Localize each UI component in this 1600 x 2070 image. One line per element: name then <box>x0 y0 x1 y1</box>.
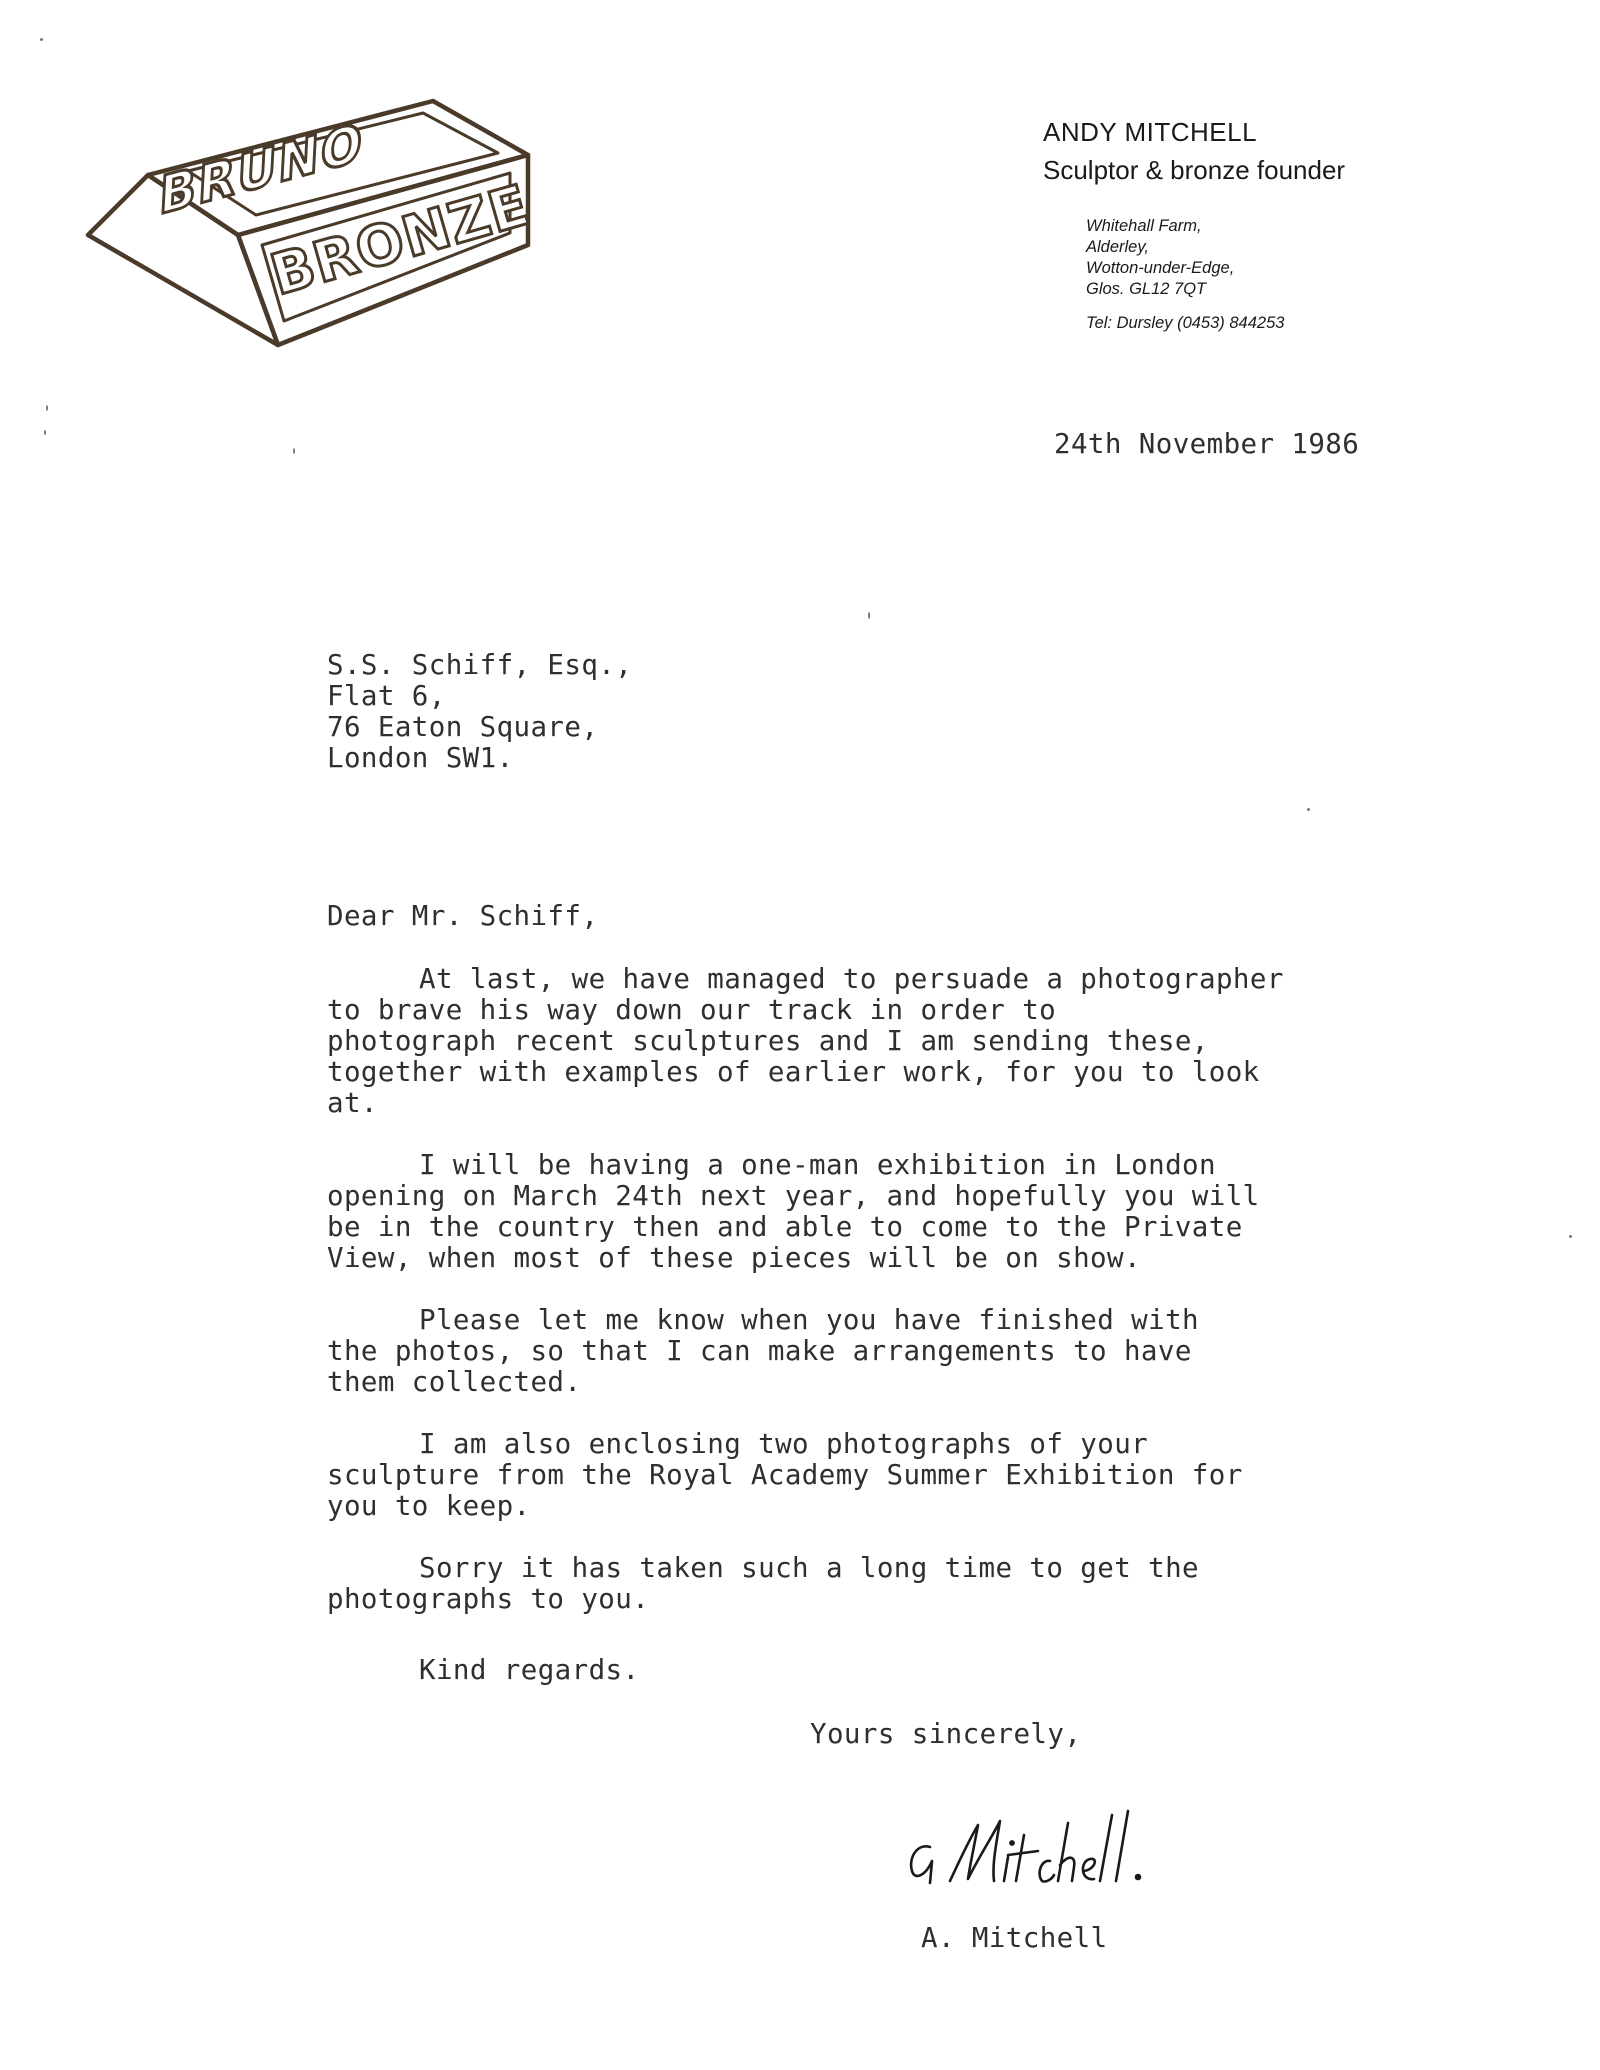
body-line: sculpture from the Royal Academy Summer Exhibition for <box>327 1459 1243 1491</box>
bruno-bronze-logo <box>78 95 538 355</box>
body-line: the photos, so that I can make arrangements to have <box>327 1335 1192 1367</box>
recipient-address <box>327 650 632 774</box>
handwritten-signature <box>900 1795 1220 1895</box>
paragraph <box>327 1553 1407 1615</box>
letter-body <box>327 964 1407 1646</box>
scan-speck <box>1569 1235 1572 1238</box>
body-line: you to keep. <box>327 1490 531 1522</box>
body-line: together with examples of earlier work, for you to look <box>327 1056 1260 1088</box>
body-line: photograph recent sculptures and I am sending these, <box>327 1025 1209 1057</box>
body-line: Sorry it has taken such a long time to get the <box>419 1552 1199 1584</box>
body-line: at. <box>327 1087 378 1119</box>
letterhead-telephone: Tel: Dursley (0453) 844253 <box>1086 314 1285 332</box>
body-line: I am also enclosing two photographs of your <box>419 1428 1149 1460</box>
scan-speck <box>1307 808 1310 811</box>
body-line: them collected. <box>327 1366 582 1398</box>
scan-speck <box>40 38 43 41</box>
scan-speck <box>293 448 295 454</box>
paragraph <box>327 964 1407 1119</box>
signer-name: A. Mitchell <box>921 1922 1108 1954</box>
address-line: Glos. GL12 7QT <box>1086 280 1207 298</box>
salutation: Dear Mr. Schiff, <box>327 900 599 932</box>
scan-speck <box>46 405 48 411</box>
letterhead-address <box>1086 216 1234 300</box>
paragraph <box>327 1429 1407 1522</box>
address-line: Whitehall Farm, <box>1086 217 1202 235</box>
closing-line: Kind regards. <box>419 1654 640 1686</box>
recipient-line: London SW1. <box>327 742 514 774</box>
address-line: Wotton-under-Edge, <box>1086 259 1235 277</box>
valediction: Yours sincerely, <box>810 1718 1082 1750</box>
recipient-line: 76 Eaton Square, <box>327 711 599 743</box>
body-line: photographs to you. <box>327 1583 650 1615</box>
paragraph <box>327 1305 1407 1398</box>
logo-text-bruno: BRUNO <box>157 111 366 228</box>
logo-text-bronze: BRONZE <box>263 172 537 309</box>
scan-speck <box>868 612 870 619</box>
body-line: I will be having a one-man exhibition in London <box>419 1149 1216 1181</box>
body-line: View, when most of these pieces will be on show. <box>327 1242 1141 1274</box>
scan-speck <box>44 430 46 435</box>
letter-date: 24th November 1986 <box>1054 428 1360 460</box>
paragraph <box>327 1150 1407 1274</box>
body-line: be in the country then and able to come to the Private <box>327 1211 1243 1243</box>
recipient-line: Flat 6, <box>327 680 446 712</box>
body-line: Please let me know when you have finished with <box>419 1304 1199 1336</box>
body-line: opening on March 24th next year, and hopefully you will <box>327 1180 1260 1212</box>
letterhead-name: ANDY MITCHELL <box>1043 117 1258 147</box>
body-line: At last, we have managed to persuade a photographer <box>419 963 1284 995</box>
letterhead-tagline: Sculptor & bronze founder <box>1043 155 1346 185</box>
address-line: Alderley, <box>1086 238 1149 256</box>
body-line: to brave his way down our track in order to <box>327 994 1057 1026</box>
recipient-line: S.S. Schiff, Esq., <box>327 649 633 681</box>
